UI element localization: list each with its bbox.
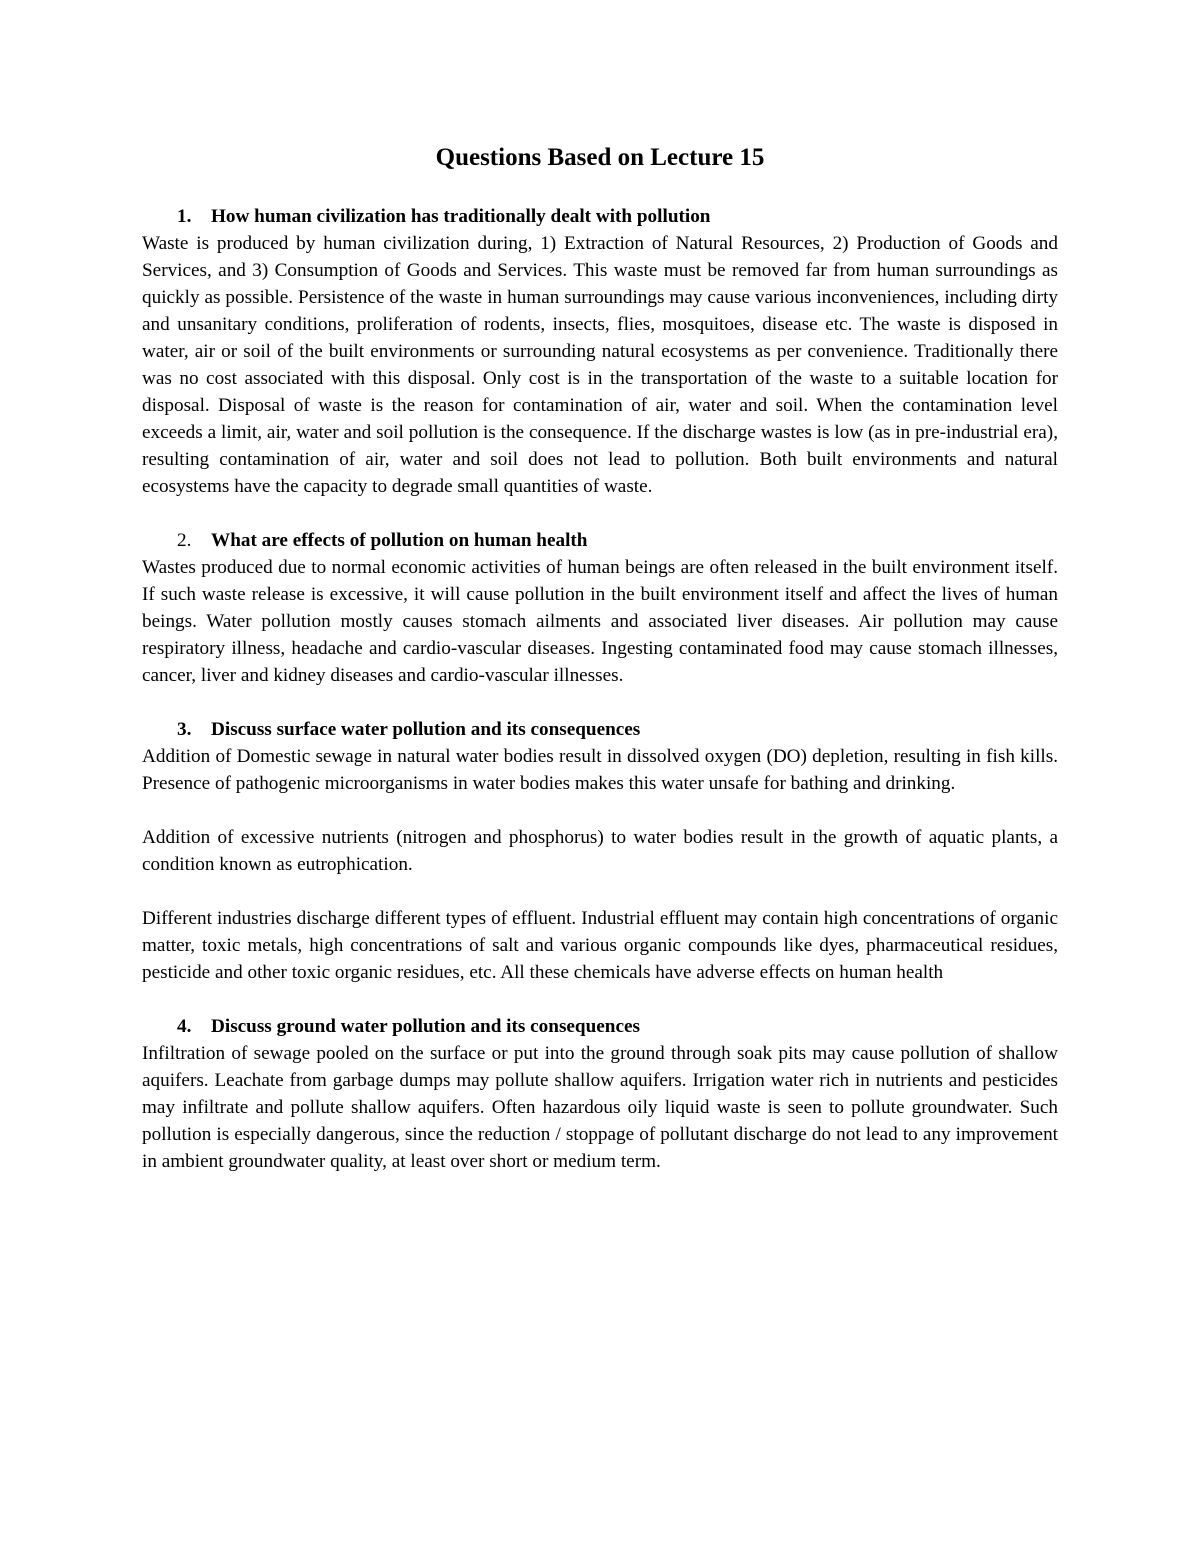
question-1 bbox=[142, 203, 1058, 500]
answer-paragraph: Different industries discharge different types of effluent. Industrial effluent may contain high concentrations of organic matter, toxic metals, high concentrations of salt and various organic compounds like dyes, pharmaceutical residues, pesticide and other toxic organic residues, etc. All these chemicals have adverse effects on human health bbox=[142, 908, 1058, 983]
question-title: Discuss surface water pollution and its consequences bbox=[211, 719, 641, 740]
document-body bbox=[142, 203, 1058, 1202]
answer-paragraph: Infiltration of sewage pooled on the surface or put into the ground through soak pits may cause pollution of shallow aquifers. Leachate from garbage dumps may pollute shallow aquifers. Irrigation water rich in nutrients and pesticides may infiltrate and pollute shallow aquifers. Often hazardous oily liquid waste is seen to pollute groundwater. Such pollution is especially dangerous, since the reduction / stoppage of pollutant discharge do not lead to any improvement in ambient groundwater quality, at least over short or medium term. bbox=[142, 1043, 1058, 1172]
question-heading bbox=[177, 527, 1058, 554]
question-heading bbox=[177, 203, 1058, 230]
answer-paragraph: Waste is produced by human civilization during, 1) Extraction of Natural Resources, 2) Production of Goods and Services, and 3) Consumption of Goods and Services. This waste must be removed far from human surroundings as quickly as possible. Persistence of the waste in human surroundings may cause various inconveniences, including dirty and unsanitary conditions, proliferation of rodents, insects, flies, mosquitoes, disease etc. The waste is disposed in water, air or soil of the built environments or surrounding natural ecosystems as per convenience. Traditionally there was no cost associated with this disposal. Only cost is in the transportation of the waste to a suitable location for disposal. Disposal of waste is the reason for contamination of air, water and soil. When the contamination level exceeds a limit, air, water and soil pollution is the consequence. If the discharge wastes is low (as in pre-industrial era), resulting contamination of air, water and soil does not lead to pollution. Both built environments and natural ecosystems have the capacity to degrade small quantities of waste. bbox=[142, 233, 1058, 497]
answer-paragraph: Addition of excessive nutrients (nitrogen and phosphorus) to water bodies result in the growth of aquatic plants, a condition known as eutrophication. bbox=[142, 827, 1058, 875]
question-title: Discuss ground water pollution and its consequences bbox=[211, 1016, 640, 1037]
question-3 bbox=[142, 716, 1058, 986]
answer-paragraph: Addition of Domestic sewage in natural water bodies result in dissolved oxygen (DO) depletion, resulting in fish kills. Presence of pathogenic microorganisms in water bodies makes this water unsafe for bathing and drinking. bbox=[142, 746, 1058, 794]
question-number: 3. bbox=[177, 719, 192, 740]
question-title: How human civilization has traditionally dealt with pollution bbox=[211, 206, 711, 227]
question-number: 2. bbox=[177, 530, 192, 551]
answer-paragraph: Wastes produced due to normal economic activities of human beings are often released in the built environment itself. If such waste release is excessive, it will cause pollution in the built environment itself and affect the lives of human beings. Water pollution mostly causes stomach ailments and associated liver diseases. Air pollution may cause respiratory illness, headache and cardio-vascular diseases. Ingesting contaminated food may cause stomach illnesses, cancer, liver and kidney diseases and cardio-vascular illnesses. bbox=[142, 557, 1058, 686]
question-number: 4. bbox=[177, 1016, 192, 1037]
question-heading bbox=[177, 1013, 1058, 1040]
question-2 bbox=[142, 527, 1058, 689]
question-4 bbox=[142, 1013, 1058, 1175]
question-heading bbox=[177, 716, 1058, 743]
page-title: Questions Based on Lecture 15 bbox=[435, 144, 765, 171]
question-title: What are effects of pollution on human health bbox=[211, 530, 588, 551]
question-number: 1. bbox=[177, 206, 192, 227]
